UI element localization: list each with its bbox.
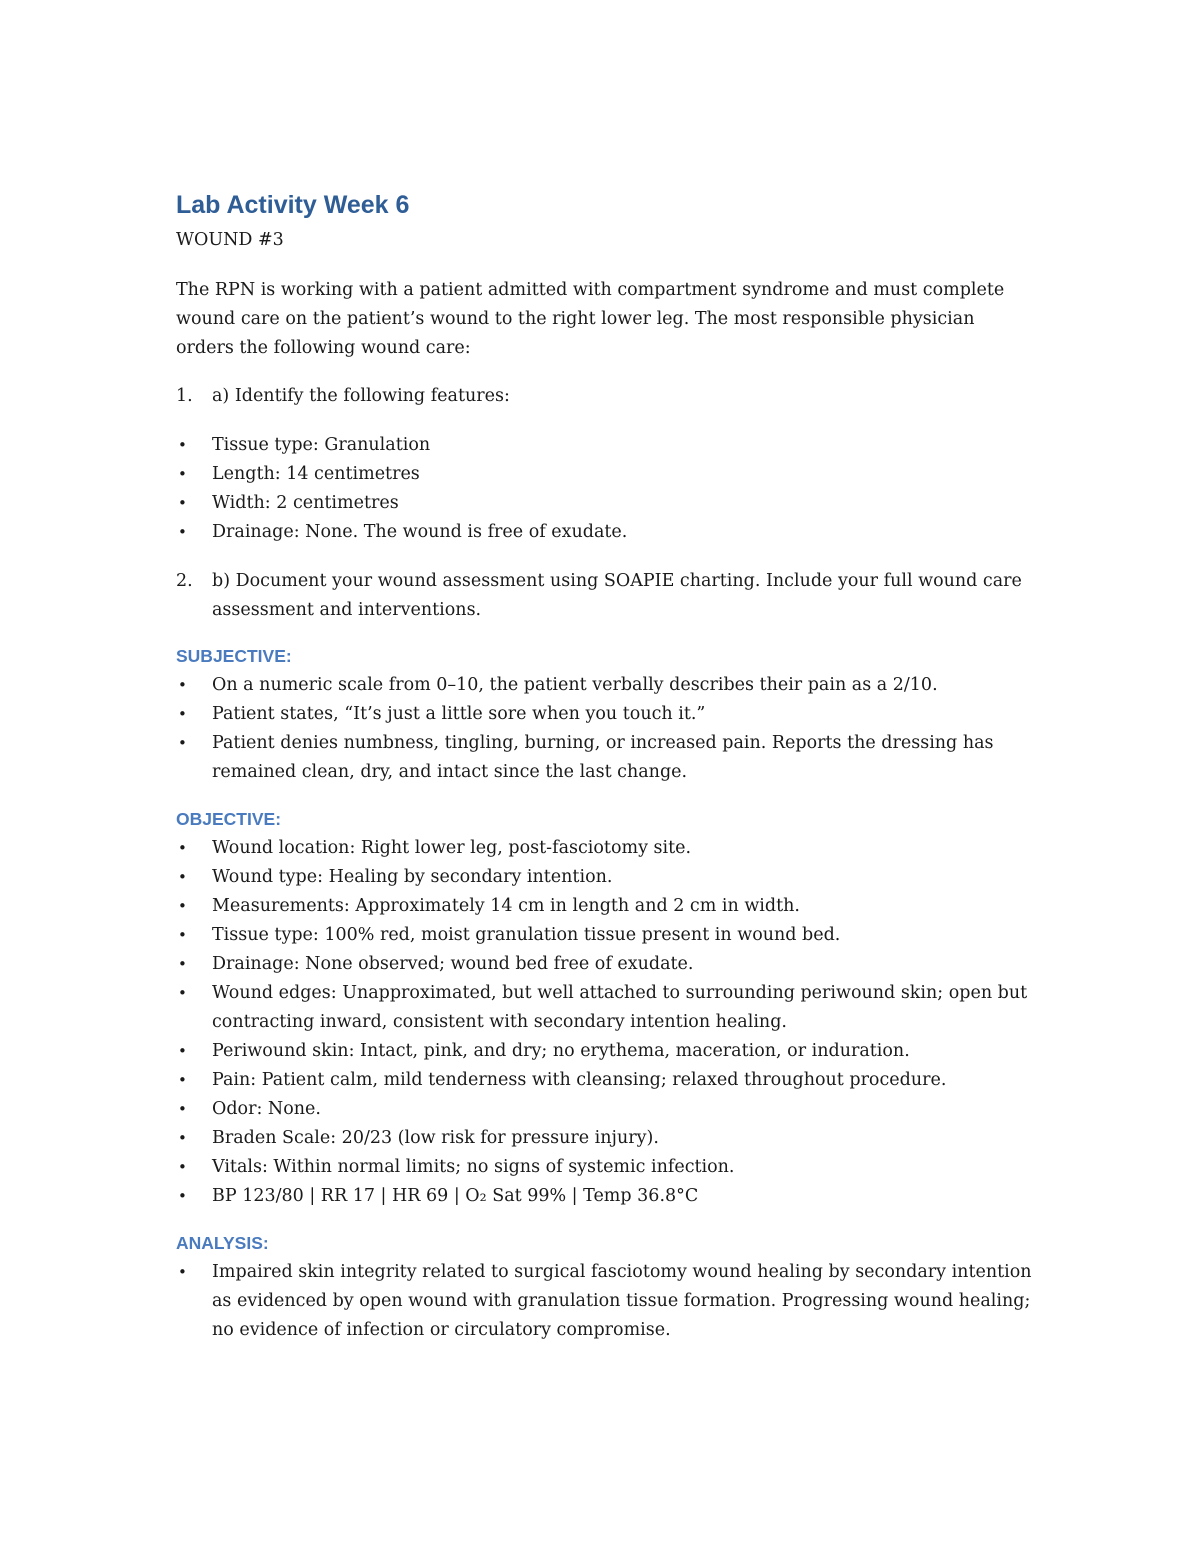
- list-item: • On a numeric scale from 0–10, the patient verbally describes their pain as a 2/10.: [176, 671, 1036, 700]
- list-item: • Wound location: Right lower leg, post-fasciotomy site.: [176, 834, 1036, 863]
- bullet-icon: •: [178, 1100, 187, 1118]
- bullet-icon: •: [178, 955, 187, 973]
- list-item: • Measurements: Approximately 14 cm in length and 2 cm in width.: [176, 892, 1036, 921]
- question-1-number: 1.: [176, 386, 193, 406]
- feature-list: [176, 431, 1036, 547]
- list-item: • Tissue type: 100% red, moist granulation tissue present in wound bed.: [176, 921, 1036, 950]
- question-2-text: b) Document your wound assessment using SOAPIE charting. Include your full wound care assessment and interventions.: [212, 571, 1022, 620]
- list-item: • Pain: Patient calm, mild tenderness with cleansing; relaxed throughout procedure.: [176, 1066, 1036, 1095]
- list-item: • Tissue type: Granulation: [176, 431, 1036, 460]
- document-subtitle: WOUND #3: [176, 230, 284, 250]
- document-title: Lab Activity Week 6: [176, 191, 410, 219]
- question-2-number: 2.: [176, 571, 193, 591]
- list-item: • Width: 2 centimetres: [176, 489, 1036, 518]
- list-item: • Wound type: Healing by secondary intention.: [176, 863, 1036, 892]
- analysis-heading: ANALYSIS:: [176, 1233, 269, 1253]
- question-2: [176, 567, 1036, 625]
- document-page: [176, 188, 1036, 1365]
- list-item: • BP 123/80 | RR 17 | HR 69 | O₂ Sat 99% | Temp 36.8°C: [176, 1182, 1036, 1211]
- list-item: • Patient denies numbness, tingling, burning, or increased pain. Reports the dressing has remained clean, dry, and intact since the last change.: [176, 729, 1036, 787]
- bullet-icon: •: [178, 705, 187, 723]
- bullet-icon: •: [178, 523, 187, 541]
- bullet-icon: •: [178, 494, 187, 512]
- bullet-icon: •: [178, 1187, 187, 1205]
- list-item: • Length: 14 centimetres: [176, 460, 1036, 489]
- bullet-icon: •: [178, 436, 187, 454]
- bullet-icon: •: [178, 868, 187, 886]
- bullet-icon: •: [178, 1042, 187, 1060]
- bullet-icon: •: [178, 734, 187, 752]
- bullet-icon: •: [178, 1129, 187, 1147]
- bullet-icon: •: [178, 926, 187, 944]
- bullet-icon: •: [178, 1071, 187, 1089]
- list-item: • Drainage: None observed; wound bed free of exudate.: [176, 950, 1036, 979]
- question-1-text: a) Identify the following features:: [212, 386, 510, 406]
- list-item: • Drainage: None. The wound is free of exudate.: [176, 518, 1036, 547]
- bullet-icon: •: [178, 984, 187, 1002]
- bullet-icon: •: [178, 465, 187, 483]
- list-item: • Patient states, “It’s just a little sore when you touch it.”: [176, 700, 1036, 729]
- list-item: • Odor: None.: [176, 1095, 1036, 1124]
- list-item: • Braden Scale: 20/23 (low risk for pressure injury).: [176, 1124, 1036, 1153]
- bullet-icon: •: [178, 897, 187, 915]
- bullet-icon: •: [178, 1263, 187, 1281]
- list-item: • Impaired skin integrity related to surgical fasciotomy wound healing by secondary intention as evidenced by open wound with granulation tissue formation. Progressing wound healing; no evidence of infection or circulatory compromise.: [176, 1258, 1036, 1345]
- bullet-icon: •: [178, 839, 187, 857]
- question-1: [176, 382, 1036, 411]
- analysis-list: [176, 1258, 1036, 1345]
- objective-list: [176, 834, 1036, 1211]
- intro-paragraph: The RPN is working with a patient admitted with compartment syndrome and must complete wound care on the patient’s wound to the right lower leg. The most responsible physician orders the following wound care:: [176, 280, 1005, 358]
- objective-heading: OBJECTIVE:: [176, 809, 282, 829]
- subjective-list: [176, 671, 1036, 787]
- list-item: • Periwound skin: Intact, pink, and dry; no erythema, maceration, or induration.: [176, 1037, 1036, 1066]
- bullet-icon: •: [178, 676, 187, 694]
- list-item: • Vitals: Within normal limits; no signs of systemic infection.: [176, 1153, 1036, 1182]
- bullet-icon: •: [178, 1158, 187, 1176]
- list-item: • Wound edges: Unapproximated, but well attached to surrounding periwound skin; open but contracting inward, consistent with secondary intention healing.: [176, 979, 1036, 1037]
- subjective-heading: SUBJECTIVE:: [176, 646, 292, 666]
